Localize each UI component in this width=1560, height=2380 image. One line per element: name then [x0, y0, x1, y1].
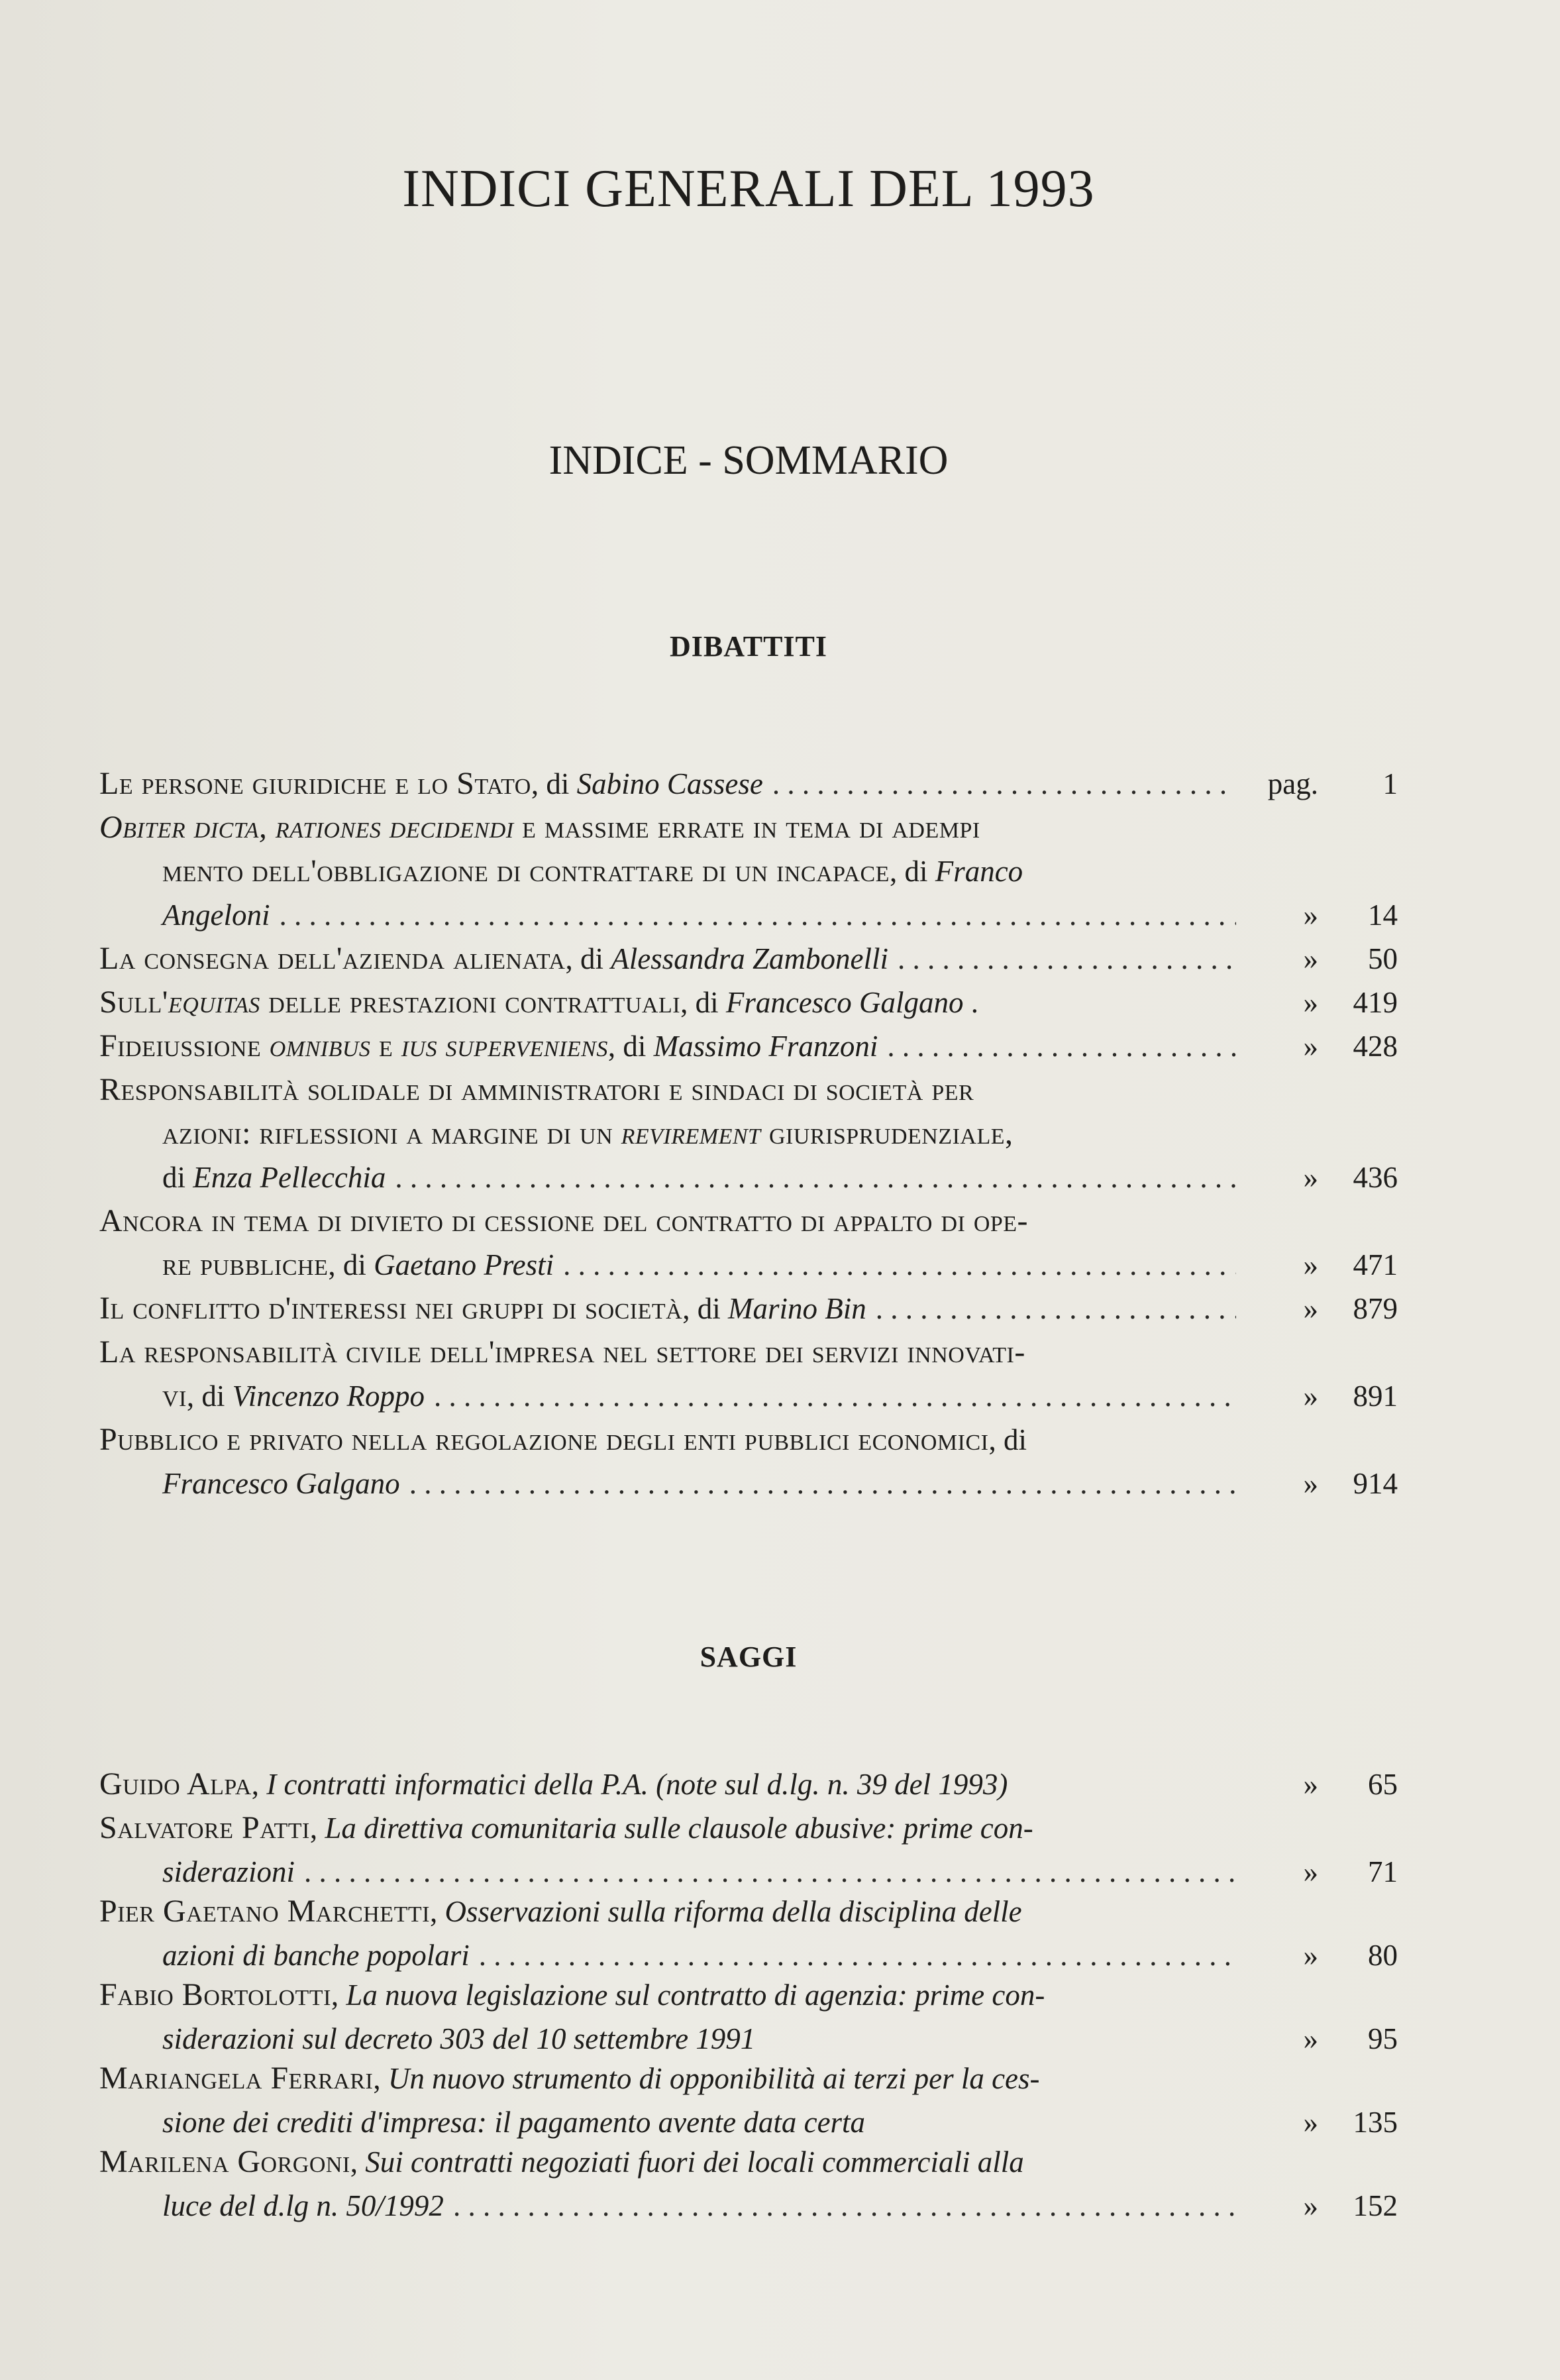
page-number: 891 — [1353, 1379, 1398, 1413]
page-number: 80 — [1368, 1939, 1398, 1972]
page-number: 1 — [1382, 767, 1398, 800]
toc-entry: Sull'equitas delle prestazioni contrattuali, di Francesco Galgano . » 419 — [99, 981, 1398, 1024]
entry-author: Angeloni — [162, 898, 270, 932]
page-number: 14 — [1368, 898, 1398, 932]
toc-entry: Fideiussione omnibus e ius superveniens, di Massimo Franzoni . . . » 428 — [99, 1024, 1398, 1068]
page-number: 135 — [1353, 2106, 1398, 2139]
page-number: 879 — [1353, 1292, 1398, 1325]
toc-entry: Il conflitto d'interessi nei gruppi di società, di Marino Bin . . . » 879 — [99, 1287, 1398, 1330]
toc-entry: Le persone giuridiche e lo Stato, di Sabino Cassese . . . pag. 1 — [99, 762, 1398, 806]
entry-author: Sabino Cassese — [576, 767, 763, 800]
section-title-dibattiti: DIBATTITI — [669, 630, 828, 663]
page-number: 50 — [1368, 942, 1398, 975]
toc-entry: Pubblico e privato nella regolazione degli enti pubblici economici, di Francesco Galgano . . . » 914 — [99, 1418, 1398, 1505]
toc-entry: Fabio Bortolotti, La nuova legislazione sul contratto di agenzia: prime con- siderazioni sul decreto 303 del 10 settembre 1991 » 95 — [99, 1973, 1398, 2061]
sub-title: INDICE - SOMMARIO — [548, 438, 949, 483]
main-title: INDICI GENERALI DEL 1993 — [402, 160, 1095, 218]
toc-entry: Salvatore Patti, La direttiva comunitaria sulle clausole abusive: prime con- siderazioni . . . » 71 — [99, 1806, 1398, 1894]
page-number: 65 — [1368, 1768, 1398, 1801]
toc-entry: Ancora in tema di divieto di cessione del contratto di appalto di ope- re pubbliche, di Gaetano Presti . . . » 471 — [99, 1199, 1398, 1287]
entry-author: Guido Alpa — [99, 1766, 252, 1802]
page-number: 71 — [1368, 1855, 1398, 1888]
toc-entry: La consegna dell'azienda alienata, di Alessandra Zambonelli . . . » 50 — [99, 937, 1398, 981]
toc-entry: Marilena Gorgoni, Sui contratti negoziati fuori dei locali commerciali alla luce del d.lg n. 50/1992 . . . » 152 — [99, 2140, 1398, 2228]
page-number: 914 — [1353, 1467, 1398, 1500]
entry-title: I contratti informatici della P.A. (note sul d.lg. n. 39 del 1993) — [266, 1768, 1008, 1801]
page-number: 419 — [1353, 986, 1398, 1019]
section-title-saggi: SAGGI — [700, 1641, 798, 1673]
toc-entry: La responsabilità civile dell'impresa nel settore dei servizi innovati- vi, di Vincenzo Roppo . . . » 891 — [99, 1330, 1398, 1418]
page-number: 95 — [1368, 2022, 1398, 2055]
toc-entry: Responsabilità solidale di amministratori e sindaci di società per azioni: riflessioni a margine di un revirement giurisprudenziale, di Enza Pellecchia . . . » 436 — [99, 1068, 1398, 1199]
toc-entry: Pier Gaetano Marchetti, Osservazioni sulla riforma della disciplina delle azioni di banche popolari . . . » 80 — [99, 1890, 1398, 1977]
toc-entry: Guido Alpa, I contratti informatici della P.A. (note sul d.lg. n. 39 del 1993) » 65 — [99, 1762, 1398, 1806]
page-mark: pag. — [1267, 767, 1318, 800]
toc-entry: Mariangela Ferrari, Un nuovo strumento di opponibilità ai terzi per la ces- sione dei crediti d'impresa: il pagamento avente data certa » 135 — [99, 2057, 1398, 2144]
page-number: 428 — [1353, 1030, 1398, 1063]
page-number: 471 — [1353, 1248, 1398, 1281]
toc-entry: Obiter dicta, rationes decidendi e massime errate in tema di adempi mento dell'obbligazione di contrattare di un incapace, di Franco Angeloni . . . » 14 — [99, 806, 1398, 937]
page-number: 436 — [1353, 1161, 1398, 1194]
page-number: 152 — [1353, 2189, 1398, 2222]
entry-title: Le persone giuridiche e lo Stato — [99, 766, 531, 801]
